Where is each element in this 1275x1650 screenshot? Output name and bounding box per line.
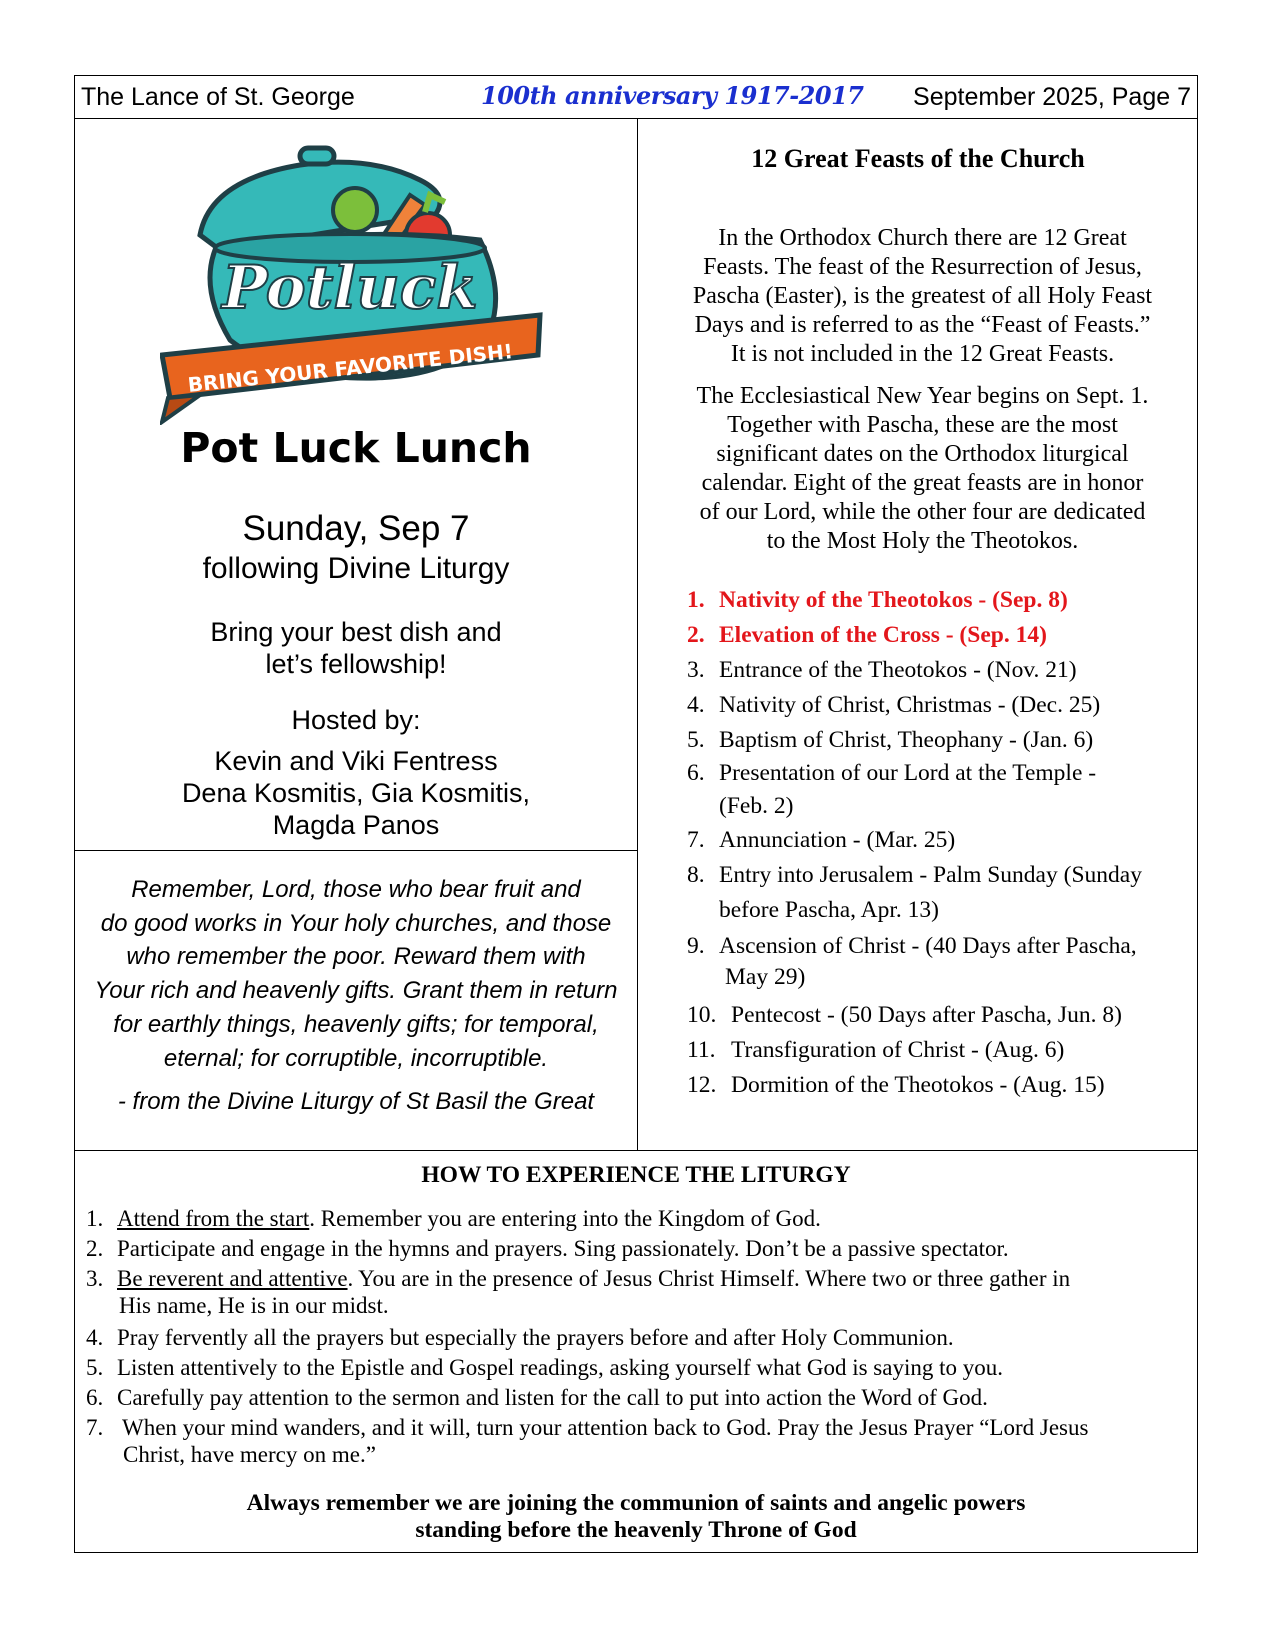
feast-text: Entrance of the Theotokos - (Nov. 21): [719, 657, 1077, 683]
liturgy-number: 3.: [86, 1266, 104, 1291]
feast-number: 9.: [687, 933, 705, 959]
liturgy-continuation: His name, He is in our midst.: [119, 1293, 389, 1318]
liturgy-item: [86, 1236, 1009, 1262]
potluck-following: following Divine Liturgy: [202, 552, 510, 585]
liturgy-number: 6.: [86, 1385, 104, 1410]
feast-item: [687, 824, 955, 857]
liturgy-item: [86, 1266, 1070, 1292]
feast-number: 6.: [687, 760, 705, 786]
liturgy-number: 4.: [86, 1325, 104, 1350]
feast-text: Baptism of Christ, Theophany - (Jan. 6): [719, 727, 1094, 753]
feast-item: [687, 584, 1068, 617]
feast-text: Presentation of our Lord at the Temple -: [719, 760, 1097, 786]
liturgy-number: 2.: [86, 1236, 104, 1261]
feast-item: [687, 619, 1047, 652]
liturgy-text: Carefully pay attention to the sermon and listen for the call to put into action the Word of God.: [117, 1385, 988, 1410]
intro-line: Together with Pascha, these are the most: [727, 412, 1118, 438]
intro-line: It is not included in the 12 Great Feasts.: [730, 341, 1115, 367]
host-line: Magda Panos: [272, 810, 440, 840]
feast-continuation: before Pascha, Apr. 13): [719, 897, 939, 923]
prayer-line: Your rich and heavenly gifts. Grant them in return: [94, 977, 618, 1005]
liturgy-number: 1.: [86, 1206, 104, 1231]
page-header: [74, 75, 1198, 119]
prayer-source: - from the Divine Liturgy of St Basil the Great: [117, 1088, 595, 1115]
host-line: Dena Kosmitis, Gia Kosmitis,: [181, 778, 531, 808]
intro-line: In the Orthodox Church there are 12 Great: [718, 225, 1127, 251]
feasts-new-year-paragraph: [675, 382, 1170, 556]
feast-text: Ascension of Christ - (40 Days after Pascha,: [719, 933, 1137, 959]
liturgy-number: 7.: [86, 1415, 104, 1440]
feast-item: [687, 930, 1137, 963]
feasts-heading: 12 Great Feasts of the Church: [751, 144, 1085, 173]
newsletter-name: The Lance of St. George: [81, 83, 355, 111]
feast-continuation: (Feb. 2): [719, 793, 794, 819]
feast-item: [687, 1069, 1105, 1102]
feast-item: [687, 724, 1093, 757]
feast-number: 2.: [687, 622, 705, 648]
host-line: Kevin and Viki Fentress: [214, 746, 498, 776]
feast-item: [687, 1034, 1064, 1067]
liturgy-text: Listen attentively to the Epistle and Gospel readings, asking yourself what God is saying to you.: [117, 1355, 1003, 1380]
liturgy-text: Pray fervently all the prayers but especially the prayers before and after Holy Communion.: [117, 1325, 954, 1350]
feast-number: 11.: [687, 1037, 716, 1063]
anniversary-banner: 100th anniversary 1917-2017: [481, 81, 864, 110]
invitation-line: let’s fellowship!: [265, 649, 447, 679]
logo-word: Potluck: [222, 253, 478, 323]
feast-number: 1.: [687, 587, 705, 613]
liturgy-item: [86, 1325, 954, 1351]
hosted-by-label: Hosted by:: [291, 705, 421, 735]
feast-text: Pentecost - (50 Days after Pascha, Jun. 8): [731, 1002, 1122, 1028]
potluck-title: Pot Luck Lunch: [180, 424, 532, 472]
liturgy-item: [86, 1415, 1088, 1441]
prayer-text: [76, 873, 636, 1075]
feast-item: [687, 654, 1077, 687]
prayer-line: Remember, Lord, those who bear fruit and: [131, 876, 581, 903]
intro-line: Feasts. The feast of the Resurrection of Jesus,: [703, 254, 1142, 280]
intro-line: The Ecclesiastical New Year begins on Sept. 1.: [696, 383, 1149, 409]
liturgy-closing: [74, 1490, 1198, 1544]
feast-item: [687, 999, 1122, 1032]
liturgy-item: [86, 1385, 988, 1411]
closing-line: standing before the heavenly Throne of God: [415, 1517, 857, 1543]
feast-continuation: May 29): [725, 964, 806, 990]
feast-item: [687, 689, 1100, 722]
feast-number: 4.: [687, 692, 705, 718]
liturgy-number: 5.: [86, 1355, 104, 1380]
intro-line: Pascha (Easter), is the greatest of all Holy Feast: [692, 283, 1153, 309]
feast-text: Dormition of the Theotokos - (Aug. 15): [731, 1072, 1105, 1098]
prayer-line: who remember the poor. Reward them with: [126, 943, 586, 971]
intro-line: to the Most Holy the Theotokos.: [766, 528, 1079, 554]
feast-text: Nativity of Christ, Christmas - (Dec. 25): [719, 692, 1101, 718]
intro-line: calendar. Eight of the great feasts are in honor: [701, 470, 1144, 496]
right-border: [1197, 119, 1198, 1150]
logo-banner-text: BRING YOUR FAVORITE DISH!: [186, 338, 514, 397]
liturgy-text: Participate and engage in the hymns and prayers. Sing passionately. Don’t be a passive spectator.: [117, 1236, 1009, 1261]
closing-line: Always remember we are joining the communion of saints and angelic powers: [246, 1490, 1026, 1516]
feast-item: [687, 859, 1142, 892]
feasts-intro-paragraph: [675, 224, 1170, 369]
intro-line: significant dates on the Orthodox liturgical: [716, 441, 1129, 467]
prayer-line: for earthly things, heavenly gifts; for temporal,: [113, 1010, 599, 1038]
intro-line: of our Lord, while the other four are dedicated: [699, 499, 1146, 525]
liturgy-text: . You are in the presence of Jesus Christ Himself. Where two or three gather in: [347, 1266, 1071, 1291]
invitation-line: Bring your best dish and: [210, 617, 502, 647]
feast-text: Entry into Jerusalem - Palm Sunday (Sunday: [719, 862, 1142, 888]
feast-item: [687, 757, 1096, 790]
prayer-line: eternal; for corruptible, incorruptible.: [163, 1044, 549, 1072]
potluck-logo-image: [160, 140, 570, 425]
liturgy-heading: HOW TO EXPERIENCE THE LITURGY: [421, 1162, 851, 1188]
liturgy-underlined: Attend from the start: [117, 1206, 310, 1231]
liturgy-item: [86, 1206, 821, 1232]
hosts-list: [74, 745, 638, 841]
feast-number: 7.: [687, 827, 705, 853]
liturgy-item: [86, 1355, 1003, 1381]
feast-number: 12.: [687, 1072, 717, 1098]
feast-text: Elevation of the Cross - (Sep. 14): [719, 622, 1047, 648]
liturgy-underlined: Be reverent and attentive: [117, 1266, 348, 1291]
feast-text: Nativity of the Theotokos - (Sep. 8): [719, 587, 1068, 613]
feast-number: 5.: [687, 727, 705, 753]
liturgy-text: When your mind wanders, and it will, turn your attention back to God. Pray the Jesus Prayer “Lord Jesus: [122, 1415, 1089, 1440]
feast-text: Transfiguration of Christ - (Aug. 6): [731, 1037, 1065, 1063]
feast-number: 8.: [687, 862, 705, 888]
intro-line: Days and is referred to as the “Feast of Feasts.”: [694, 312, 1151, 338]
feast-number: 10.: [687, 1002, 717, 1028]
issue-date-page: September 2025, Page 7: [913, 83, 1191, 111]
prayer-line: do good works in Your holy churches, and those: [100, 909, 612, 937]
liturgy-continuation: Christ, have mercy on me.”: [123, 1442, 376, 1467]
potluck-date: Sunday, Sep 7: [242, 509, 470, 548]
feast-number: 3.: [687, 657, 705, 683]
liturgy-text: . Remember you are entering into the Kingdom of God.: [309, 1206, 821, 1231]
potluck-invitation: [74, 616, 638, 680]
feast-text: Annunciation - (Mar. 25): [719, 827, 956, 853]
